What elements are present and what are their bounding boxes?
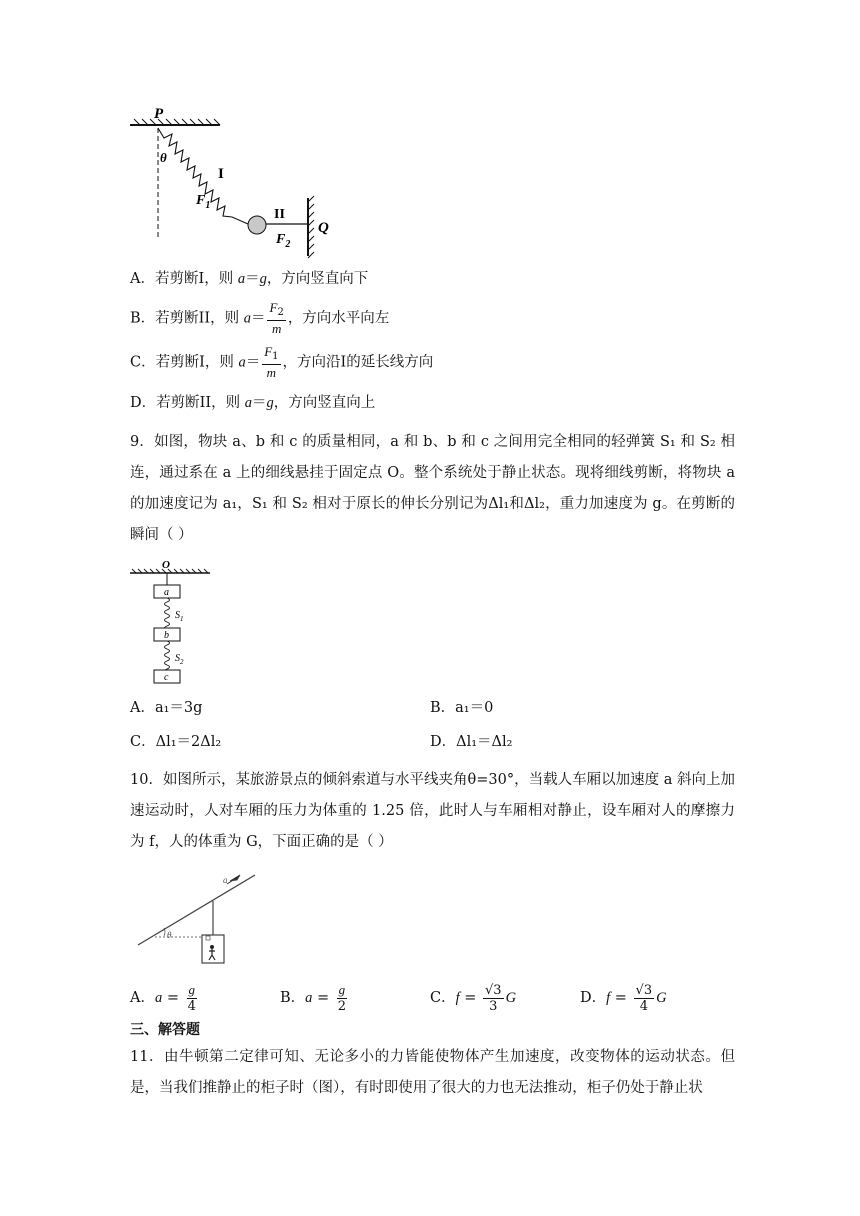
- ball: [248, 216, 266, 234]
- label-F1: F: [196, 193, 206, 208]
- figure-cable-car: [130, 865, 265, 970]
- figure-spring-blocks: [120, 555, 230, 690]
- cable-cabin: [202, 935, 224, 963]
- q8-option-d[interactable]: D．若剪断II，则 a＝g，方向竖直向上: [130, 395, 376, 411]
- q9-option-b[interactable]: B．a₁＝0: [430, 700, 494, 716]
- label-theta: θ: [160, 150, 167, 165]
- label-S1: S: [175, 610, 180, 621]
- fraction-g-over-4: $\frac{g}{4}$: [187, 982, 196, 1014]
- label-Q: Q: [318, 220, 329, 236]
- label-II: II: [274, 207, 285, 222]
- q11-question-text: 11．由牛顿第二定律可知、无论多小的力皆能使物体产生加速度，改变物体的运动状态。但是，当我们推静止的柜子时（图），有时即使用了很大的力也无法推动，柜子仍处于静止状: [130, 1049, 735, 1096]
- fraction-sqrt3-over-3: $\frac{√3}{3}$: [485, 982, 502, 1014]
- label-accel: a: [223, 875, 228, 885]
- q10-question-text: 10．如图所示，某旅游景点的倾斜索道与水平线夹角θ=30°，当载人车厢以加速度 a 斜向上加速运动时，人对车厢的压力为体重的 1.25 倍，此时人与车厢相对静止，设车厢对人的摩擦力为 f，人的体重为 G，下面正确的是（ ）: [130, 772, 735, 850]
- svg-text:F1: [195, 193, 210, 211]
- figure-spring-pendulum: [120, 100, 340, 260]
- q10-option-a[interactable]: A．a = $\frac{g}{4}$: [130, 982, 196, 1014]
- label-theta2: θ: [167, 930, 172, 940]
- q9-option-a[interactable]: A．a₁＝3g: [130, 700, 203, 716]
- fraction-f2-over-m: $\frac{F_2}{m}$: [269, 300, 284, 336]
- fraction-f1-over-m: $\frac{F_1}{m}$: [264, 344, 279, 380]
- svg-text:S1: $S_1$: [175, 610, 184, 623]
- section-heading: 三、解答题: [130, 1022, 200, 1038]
- label-F2: F: [276, 232, 286, 247]
- label-F2-sub: 2: [285, 239, 291, 250]
- fraction-sqrt3-over-4: $\frac{√3}{4}$: [635, 982, 653, 1014]
- q8-option-b[interactable]: B．若剪断II，则 a＝ $\frac{F_2}{m}$ ，方向水平向左: [130, 300, 390, 336]
- svg-text:a: a: [164, 587, 169, 598]
- svg-text:S2: $S_2$: [175, 653, 184, 666]
- q10-option-b[interactable]: B．a = $\frac{g}{2}$: [280, 982, 347, 1014]
- q9-option-d[interactable]: D．Δl₁＝Δl₂: [430, 734, 513, 750]
- svg-text:c: c: [164, 672, 169, 683]
- q8-option-a[interactable]: A．若剪断I，则 a＝g，方向竖直向下: [130, 271, 369, 287]
- label-F1-sub: 1: [205, 200, 211, 211]
- q8-option-c[interactable]: C．若剪断I，则 a＝ $\frac{F_1}{m}$ ，方向沿I的延长线方向: [130, 344, 434, 380]
- label-P: P: [154, 106, 164, 122]
- label-O: O: [162, 559, 170, 571]
- q10-option-d[interactable]: D．f = $\frac{√3}{4}$ G: [580, 982, 667, 1014]
- label-S2: S: [175, 653, 180, 664]
- q9-option-c[interactable]: C．Δl₁＝2Δl₂: [130, 734, 222, 750]
- q10-option-c[interactable]: C．f = $\frac{√3}{3}$ G: [430, 982, 517, 1014]
- q9-question-text: 9．如图，物块 a、b 和 c 的质量相同，a 和 b、b 和 c 之间用完全相同的轻弹簧 S₁ 和 S₂ 相连，通过系在 a 上的细线悬挂于固定点 O。整个系统处于静止状态。现将细线剪断，将物块 a 的加速度记为 a₁，S₁ 和 S₂ 相对于原长的伸长分别记为Δl₁和Δl₂，重力加速度为 g。在剪断的瞬间（ ）: [130, 434, 735, 543]
- svg-text:b: b: [164, 630, 169, 641]
- svg-text:F2: [275, 232, 290, 250]
- label-I: I: [218, 166, 224, 182]
- fraction-g-over-2: $\frac{g}{2}$: [337, 982, 347, 1014]
